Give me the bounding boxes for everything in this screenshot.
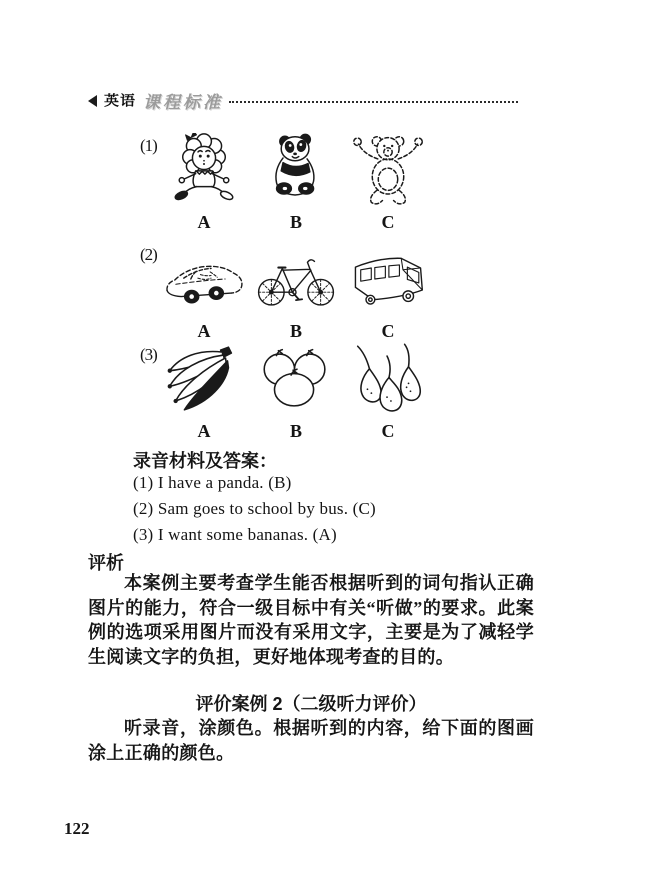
script-line-1: (1) I have a panda. (B) bbox=[133, 473, 292, 492]
pears-illustration bbox=[344, 342, 432, 416]
analysis-heading: 评析 bbox=[88, 553, 124, 573]
script-line-2: (2) Sam goes to school by bus. (C) bbox=[133, 499, 376, 518]
question-row-2 bbox=[140, 242, 434, 342]
car-illustration bbox=[160, 242, 248, 316]
q3-option-a bbox=[158, 342, 250, 442]
panda-illustration bbox=[252, 133, 340, 207]
script-section-heading: 录音材料及答案： bbox=[133, 451, 277, 471]
q1-option-a-label: A bbox=[197, 212, 211, 232]
header-series-title: 课程标准 bbox=[143, 93, 224, 112]
question-row-3 bbox=[140, 342, 434, 442]
question-row-1 bbox=[140, 133, 434, 233]
q1-option-c-label: C bbox=[381, 212, 395, 232]
q2-option-b-label: B bbox=[289, 321, 302, 341]
q3-option-c-label: C bbox=[381, 421, 395, 441]
question-2-number: (2) bbox=[140, 245, 157, 264]
bananas-illustration bbox=[160, 342, 248, 416]
left-triangle-icon bbox=[88, 95, 97, 107]
q3-option-a-label: A bbox=[197, 421, 211, 441]
bicycle-illustration bbox=[252, 242, 340, 316]
case2-paragraph: 听录音，涂颜色。根据听到的内容，给下面的图画涂上正确的颜色。 bbox=[88, 718, 534, 763]
q1-option-a bbox=[158, 133, 250, 233]
analysis-paragraph: 本案例主要考查学生能否根据听到的词句指认正确图片的能力，符合一级目标中有关“听做”的要求。此案例的选项采用图片而没有采用文字，主要是为了减轻学生阅读文字的负担，更好地体现考查的目的。 bbox=[88, 573, 534, 667]
q2-option-a bbox=[158, 242, 250, 342]
page-header bbox=[88, 88, 518, 113]
q2-option-c-label: C bbox=[381, 321, 395, 341]
case2-heading: 评价案例 2（二级听力评价） bbox=[195, 694, 427, 714]
header-subject-label: 英语 bbox=[104, 93, 137, 110]
q3-option-b-label: B bbox=[289, 421, 302, 441]
q2-option-b bbox=[250, 242, 342, 342]
q2-option-a-label: A bbox=[197, 321, 211, 341]
question-1-number: (1) bbox=[140, 136, 157, 155]
q1-option-b bbox=[250, 133, 342, 233]
header-dotted-rule bbox=[229, 101, 518, 103]
script-line-3: (3) I want some bananas. (A) bbox=[133, 525, 337, 544]
doll-illustration bbox=[160, 133, 248, 207]
bus-illustration bbox=[344, 242, 432, 316]
q1-option-b-label: B bbox=[289, 212, 302, 232]
q3-option-c bbox=[342, 342, 434, 442]
teddy-bear-illustration bbox=[344, 133, 432, 207]
question-3-number: (3) bbox=[140, 345, 157, 364]
q3-option-b bbox=[250, 342, 342, 442]
q1-option-c bbox=[342, 133, 434, 233]
q2-option-c bbox=[342, 242, 434, 342]
page-number: 122 bbox=[64, 819, 90, 838]
apples-illustration bbox=[252, 342, 340, 416]
